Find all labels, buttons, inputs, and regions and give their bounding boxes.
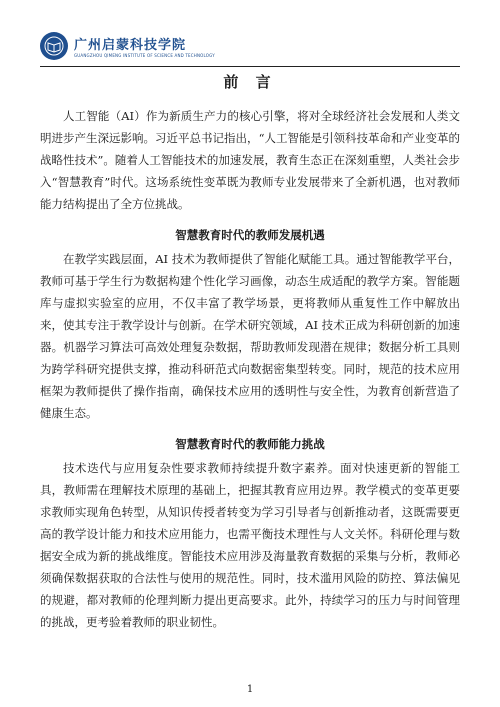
page-header [40, 30, 460, 64]
book-circle-icon [40, 32, 68, 60]
institution-english-name: GUANGZHOU QIMENG INSTITUTE OF SCIENCE AND TECHNOLOGY [74, 53, 215, 58]
intro-paragraph: 人工智能（AI）作为新质生产力的核心引擎，将对全球经济社会发展和人类文明进步产生深远影响。习近平总书记指出，“人工智能是引领科技革命和产业变革的战略性技术”。随着人工智能技术的加速发展，教育生态正在深刻重塑，人类社会步入“智慧教育”时代。这场系统性变革既为教师专业发展带来了全新机遇，也对教师能力结构提出了全方位挑战。 [40, 109, 460, 211]
page-title: 前 言 [223, 73, 277, 91]
section-heading-opportunities: 智慧教育时代的教师发展机遇 [175, 228, 325, 242]
page-number: 1 [246, 684, 254, 695]
header-divider [40, 66, 460, 67]
section-heading-challenges: 智慧教育时代的教师能力挑战 [175, 437, 325, 451]
opportunities-paragraph: 在教学实践层面，AI 技术为教师提供了智能化赋能工具。通过智能教学平台，教师可基于学生行为数据构建个性化学习画像，动态生成适配的教学方案。智能题库与虚拟实验室的应用，不仅丰富了教学场景，更将教师从重复性工作中解放出来，使其专注于教学设计与创新。在学术研究领域，AI 技术正成为科研创新的加速器。机器学习算法可高效处理复杂数据，帮助教师发现潜在规律；数据分析工具则为跨学科研究提供支撑，推动科研范式向数据密集型转变。同时，规范的技术应用框架为教师提供了操作指南，确保技术应用的透明性与安全性，为教育创新营造了健康生态。 [40, 252, 460, 420]
challenges-paragraph: 技术迭代与应用复杂性要求教师持续提升数字素养。面对快速更新的智能工具，教师需在理解技术原理的基础上，把握其教育应用边界。教学模式的变革更要求教师实现角色转型，从知识传授者转变为学习引导者与创新推动者，这既需要更高的教学设计能力和技术应用能力，也需平衡技术理性与人文关怀。科研伦理与数据安全成为新的挑战维度。智能技术应用涉及海量教育数据的采集与分析，教师必须确保数据获取的合法性与使用的规范性。同时，技术滥用风险的防控、算法偏见的规避，都对教师的伦理判断力提出更高要求。此外，持续学习的压力与时间管理的挑战，更考验着教师的职业韧性。 [40, 461, 460, 629]
institution-name: 广州启蒙科技学院 [74, 38, 187, 53]
